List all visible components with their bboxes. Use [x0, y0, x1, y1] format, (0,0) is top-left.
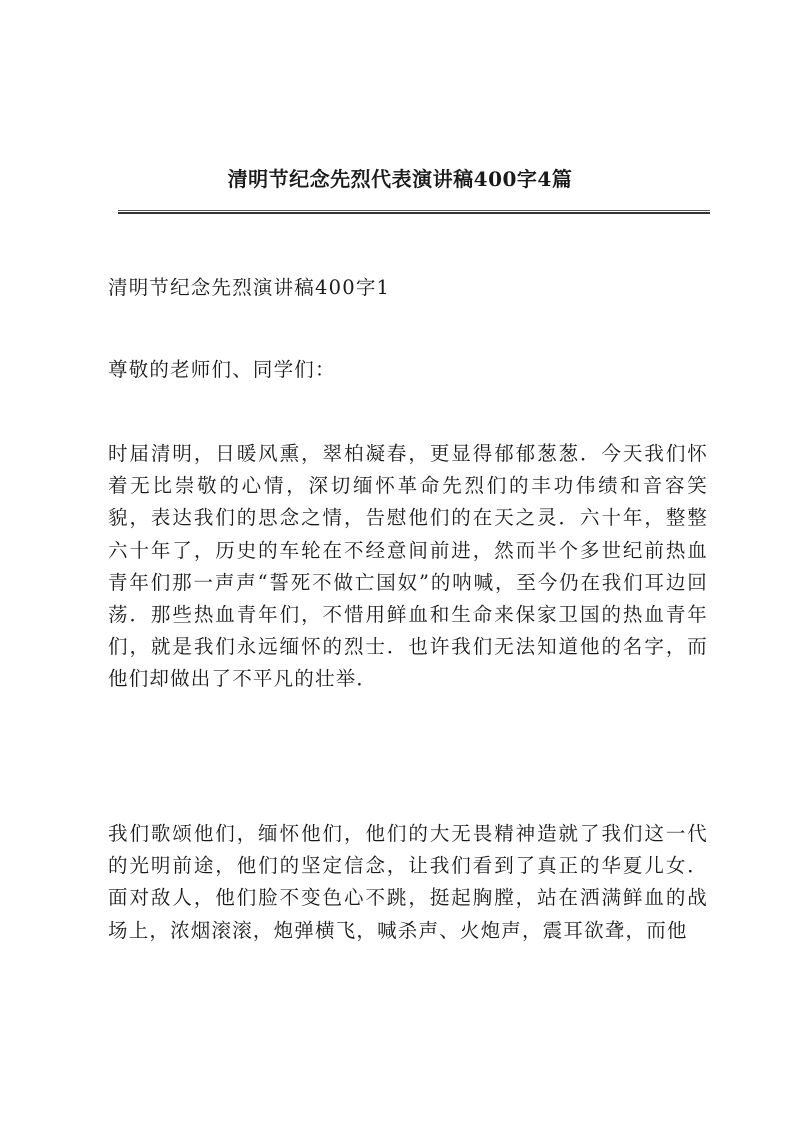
paragraph: 时届清明，日暖风熏，翠柏凝春，更显得郁郁葱葱．今天我们怀着无比崇敬的心情，深切缅怀革命先烈们的丰功伟绩和音容笑貌，表达我们的思念之情，告慰他们的在天之灵．六十年，整整六十年了，历史的车轮在不经意间前进，然而半个多世纪前热血青年们那一声声“誓死不做亡国奴”的呐喊，至今仍在我们耳边回荡．那些热血青年们，不惜用鲜血和生命来保家卫国的热血青年们，就是我们永远缅怀的烈士．也许我们无法知道他的名字，而他们却做出了不平凡的壮举． — [108, 442, 708, 691]
document-title: 清明节纪念先烈代表演讲稿400字4篇 — [227, 167, 573, 191]
salutation: 尊敬的老师们、同学们： — [108, 358, 336, 381]
title-divider — [118, 210, 710, 214]
section-title: 清明节纪念先烈演讲稿400字1 — [108, 276, 391, 299]
paragraph: 我们歌颂他们，缅怀他们，他们的大无畏精神造就了我们这一代的光明前途，他们的坚定信念，让我们看到了真正的华夏儿女．面对敌人，他们脸不变色心不跳，挺起胸膛，站在洒满鲜血的战场上，浓烟滚滚，炮弹横飞，喊杀声、火炮声，震耳欲聋，而他 — [108, 822, 708, 942]
